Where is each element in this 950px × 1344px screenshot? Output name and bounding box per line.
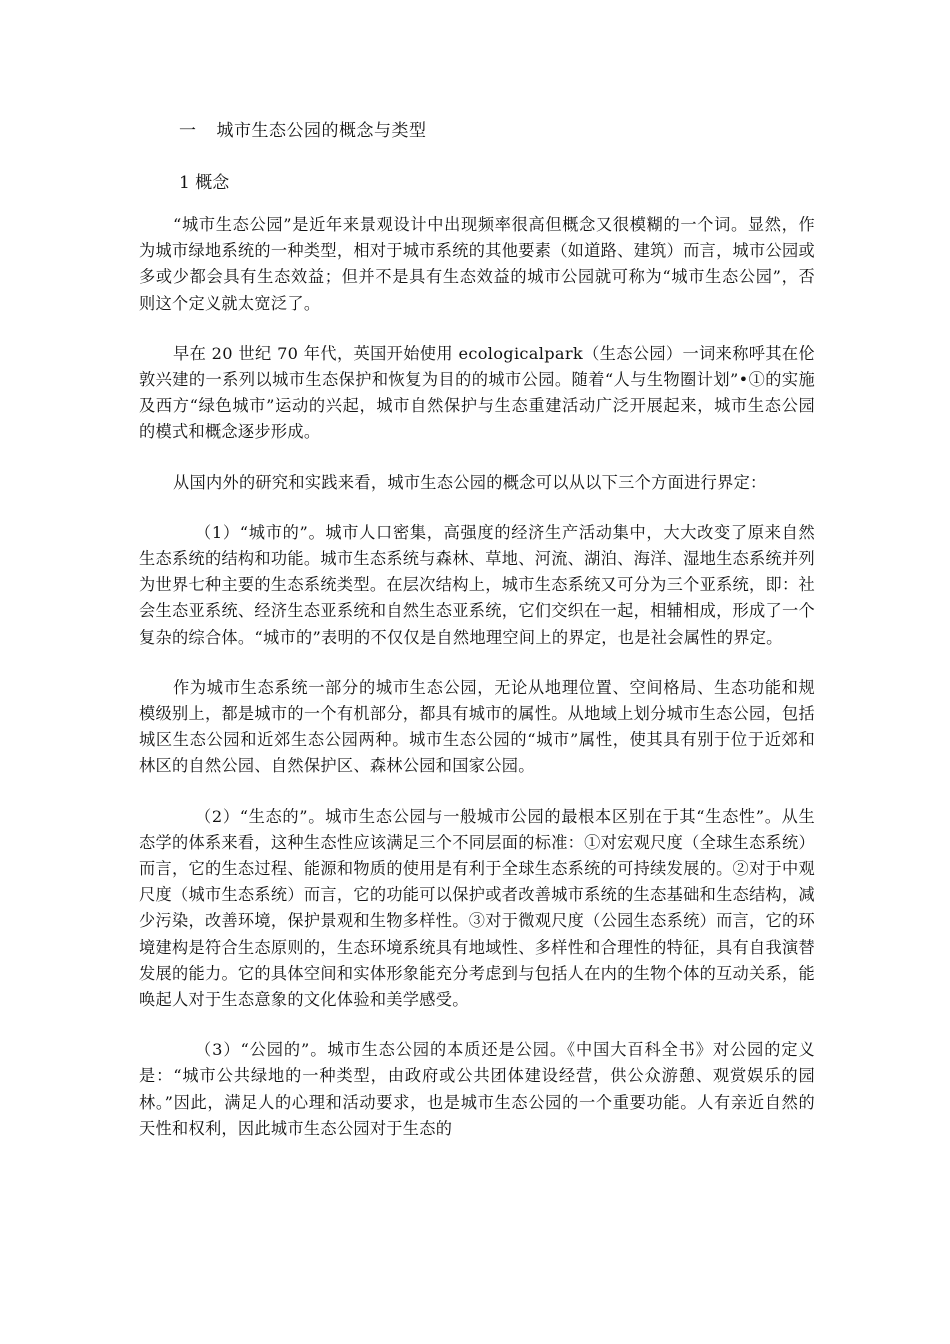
document-body: [139, 118, 815, 1166]
paragraph-urban-attribute: 作为城市生态系统一部分的城市生态公园，无论从地理位置、空间格局、生态功能和规模级别上，都是城市的一个有机部分，都具有城市的属性。从地域上划分城市生态公园，包括城区生态公园和近郊生态公园两种。城市生态公园的“城市”属性，使其具有别于位于近郊和林区的自然公园、自然保护区、森林公园和国家公园。: [139, 677, 815, 776]
paragraph-urban-aspect: （1）“城市的”。城市人口密集，高强度的经济生产活动集中，大大改变了原来自然生态系统的结构和功能。城市生态系统与森林、草地、河流、湖泊、海洋、湿地生态系统并列为世界七种主要的生态系统类型。在层次结构上，城市生态系统又可分为三个亚系统，即：社会生态亚系统、经济生态亚系统和自然生态亚系统，它们交织在一起，相辅相成，形成了一个复杂的综合体。“城市的”表明的不仅仅是自然地理空间上的界定，也是社会属性的界定。: [139, 522, 815, 647]
paragraph-park-aspect: （3）“公园的”。城市生态公园的本质还是公园。《中国大百科全书》对公园的定义是：“城市公共绿地的一种类型，由政府或公共团体建设经营，供公众游憩、观赏娱乐的园林。”因此，满足人的心理和活动要求，也是城市生态公园的一个重要功能。人有亲近自然的天性和权利，因此城市生态公园对于生态的: [139, 1040, 815, 1138]
section-number: 一: [179, 121, 197, 141]
paragraph-three-aspects: 从国内外的研究和实践来看，城市生态公园的概念可以从以下三个方面进行界定：: [173, 472, 767, 492]
paragraph-ecological-aspect: （2）“生态的”。城市生态公园与一般城市公园的最根本区别在于其“生态性”。从生态学的体系来看，这种生态性应该满足三个不同层面的标准：①对宏观尺度（全球生态系统）而言，它的生态过程、能源和物质的使用是有利于全球生态系统的可持续发展的。②对于中观尺度（城市生态系统）而言，它的功能可以保护或者改善城市系统的生态基础和生态结构，减少污染，改善环境，保护景观和生物多样性。③对于微观尺度（公园生态系统）而言，它的环境建构是符合生态原则的，生态环境系统具有地域性、多样性和合理性的特征，具有自我演替发展的能力。它的具体空间和实体形象能充分考虑到与包括人在内的生物个体的互动关系，能唤起人对于生态意象的文化体验和美学感受。: [139, 806, 815, 1010]
paragraph-history: 早在 20 世纪 70 年代，英国开始使用 ecologicalpark（生态公园）一词来称呼其在伦敦兴建的一系列以城市生态保护和恢复为目的的城市公园。随着“人与生物圈计划”•①的实施及西方“绿色城市”运动的兴起，城市自然保护与生态重建活动广泛开展起来，城市生态公园的模式和概念逐步形成。: [139, 343, 815, 442]
section-heading: [139, 118, 815, 144]
section-title: 城市生态公园的概念与类型: [216, 121, 427, 141]
subsection-heading: 1 概念: [179, 173, 230, 193]
paragraph-definition-intro: “城市生态公园”是近年来景观设计中出现频率很高但概念又很模糊的一个词。显然，作为城市绿地系统的一种类型，相对于城市系统的其他要素（如道路、建筑）而言，城市公园或多或少都会具有生态效益；但并不是具有生态效益的城市公园就可称为“城市生态公园”，否则这个定义就太宽泛了。: [139, 215, 815, 313]
